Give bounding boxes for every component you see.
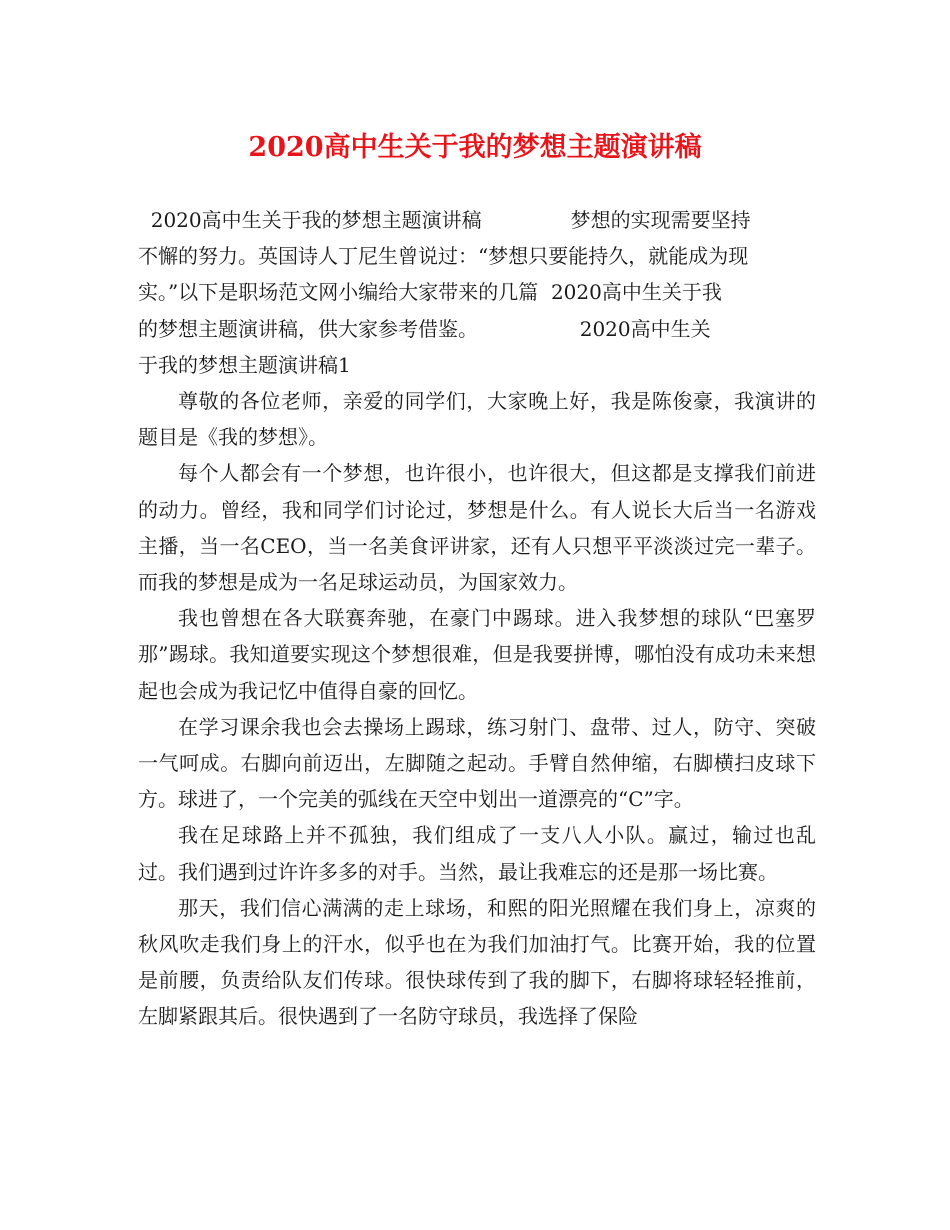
body-paragraph: 在学习课余我也会去操场上踢球，练习射门、盘带、过人，防守、突破一气呵成。右脚向前迈出，左脚随之起动。手臂自然伸缩，右脚横扫皮球下方。球进了，一个完美的弧线在天空中划出一道漂亮的“C”字。 — [138, 714, 816, 812]
intro-paragraph — [138, 202, 816, 383]
intro-line: 的梦想主题演讲稿，供大家参考借鉴。 2020高中生关 — [138, 316, 711, 341]
body-paragraph: 尊敬的各位老师，亲爱的同学们，大家晚上好，我是陈俊豪，我演讲的题目是《我的梦想》。 — [138, 389, 816, 450]
body-paragraph: 我在足球路上并不孤独，我们组成了一支八人小队。赢过，输过也乱过。我们遇到过许许多多的对手。当然，最让我难忘的还是那一场比赛。 — [138, 823, 816, 884]
document-title: 2020高中生关于我的梦想主题演讲稿 — [248, 132, 702, 163]
body-paragraph: 那天，我们信心满满的走上球场，和熙的阳光照耀在我们身上，凉爽的秋风吹走我们身上的汗水，似乎也在为我们加油打气。比赛开始，我的位置是前腰，负责给队友们传球。很快球传到了我的脚下，右脚将球轻轻推前，左脚紧跟其后。很快遇到了一名防守球员，我选择了保险 — [138, 895, 816, 1029]
intro-line: 实。”以下是职场范文网小编给大家带来的几篇 2020高中生关于我 — [138, 280, 722, 305]
intro-line: 于我的梦想主题演讲稿1 — [138, 352, 351, 377]
document-body — [138, 202, 816, 1035]
intro-line: 不懈的努力。英国诗人丁尼生曾说过：“梦想只要能持久，就能成为现 — [138, 244, 749, 269]
body-paragraph: 我也曾想在各大联赛奔驰，在豪门中踢球。进入我梦想的球队“巴塞罗那”踢球。我知道要实现这个梦想很难，但是我要拼博，哪怕没有成功未来想起也会成为我记忆中值得自豪的回忆。 — [138, 606, 816, 703]
body-paragraph: 每个人都会有一个梦想，也许很小，也许很大，但这都是支撑我们前进的动力。曾经，我和同学们讨论过，梦想是什么。有人说长大后当一名游戏主播，当一名CEO，当一名美食评讲家，还有人只想平平淡淡过完一辈子。而我的梦想是成为一名足球运动员，为国家效力。 — [138, 461, 816, 595]
intro-line: 2020高中生关于我的梦想主题演讲稿 梦想的实现需要坚持 — [138, 208, 751, 232]
